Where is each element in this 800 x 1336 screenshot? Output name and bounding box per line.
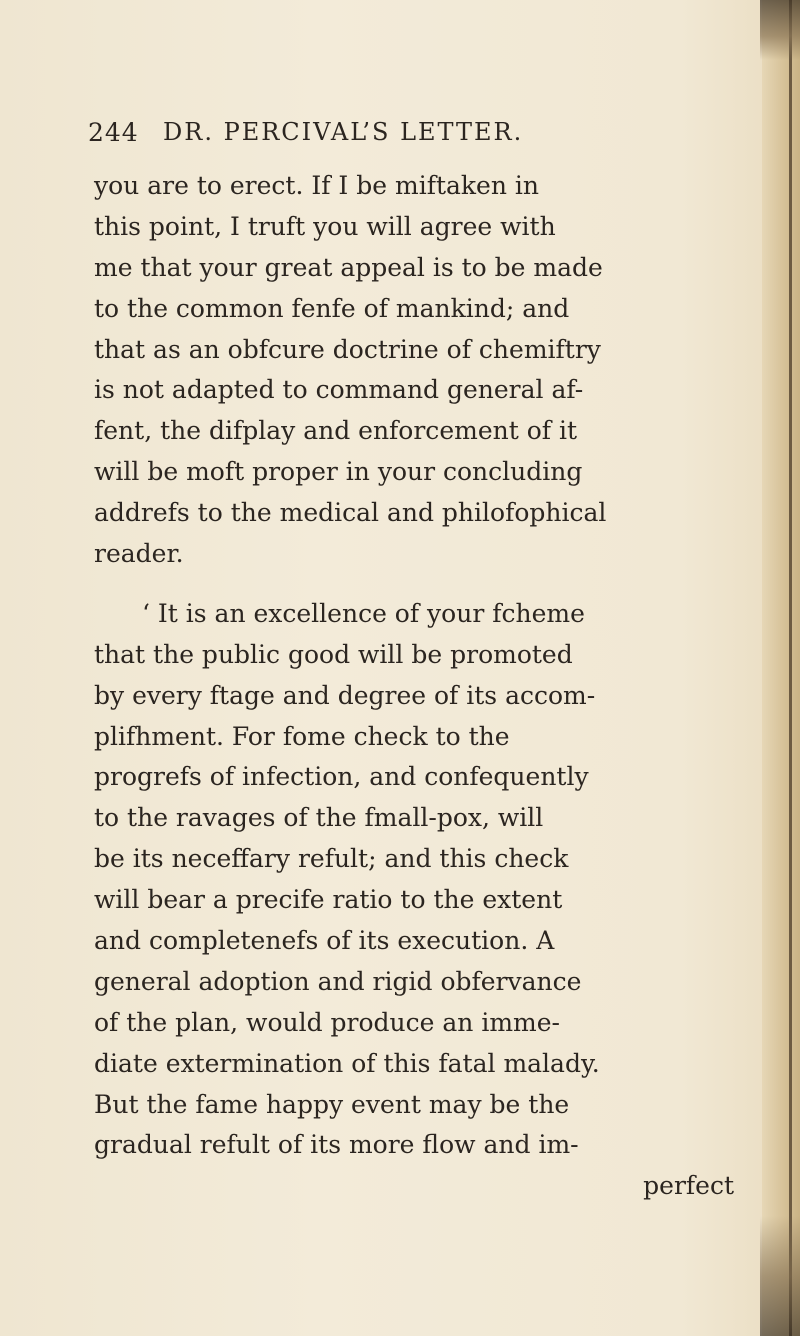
text-line: plifhment. For fome check to the (94, 721, 510, 751)
text-line: general adoption and rigid obfervance (94, 966, 582, 996)
text-line: that the public good will be promoted (94, 639, 573, 669)
text-line: fent, the difplay and enforcement of it (94, 416, 577, 446)
text-line: me that your great appeal is to be made (94, 252, 603, 282)
text-line: this point, I truft you will agree with (94, 211, 556, 241)
text-line: to the common fenfe of mankind; and (94, 293, 570, 323)
running-head: DR. PERCIVAL’S LETTER. (163, 118, 524, 146)
text-line: by every ftage and degree of its accom- (94, 680, 596, 710)
text-line: is not adapted to command general af- (94, 375, 584, 405)
paragraph-gap (94, 575, 774, 594)
text-line: and completenefs of its execution. A (94, 926, 555, 956)
text-line: diate extermination of this fatal malady. (94, 1048, 600, 1078)
body-text (94, 166, 774, 1207)
page-number: 244 (88, 118, 139, 147)
text-line: of the plan, would produce an imme- (94, 1007, 560, 1037)
text-line: will bear a precife ratio to the extent (94, 885, 563, 915)
page-edge-shadow-top (760, 0, 800, 60)
text-line: addrefs to the medical and philofophical (94, 498, 607, 528)
binding-line (789, 0, 792, 1336)
text-line: you are to erect. If I be miftaken in (94, 171, 539, 200)
text-line: be its neceffary refult; and this check (94, 844, 569, 874)
text-line: ‘ It is an excellence of your fcheme (142, 598, 585, 628)
text-line: reader. (94, 539, 184, 569)
page-header (88, 118, 748, 158)
page-edge-shadow-bottom (760, 1216, 800, 1336)
text-line: will be moft proper in your concluding (94, 457, 583, 487)
text-line: to the ravages of the fmall-pox, will (94, 803, 544, 833)
catchword: perfect (643, 1171, 734, 1201)
text-line: But the fame happy event may be the (94, 1089, 570, 1119)
text-line: that as an obfcure doctrine of chemiftry (94, 334, 601, 364)
text-line: gradual refult of its more flow and im- (94, 1130, 579, 1160)
paragraph-2 (94, 594, 774, 1166)
paragraph-1 (94, 166, 774, 575)
text-line: progrefs of infection, and confequently (94, 762, 589, 792)
